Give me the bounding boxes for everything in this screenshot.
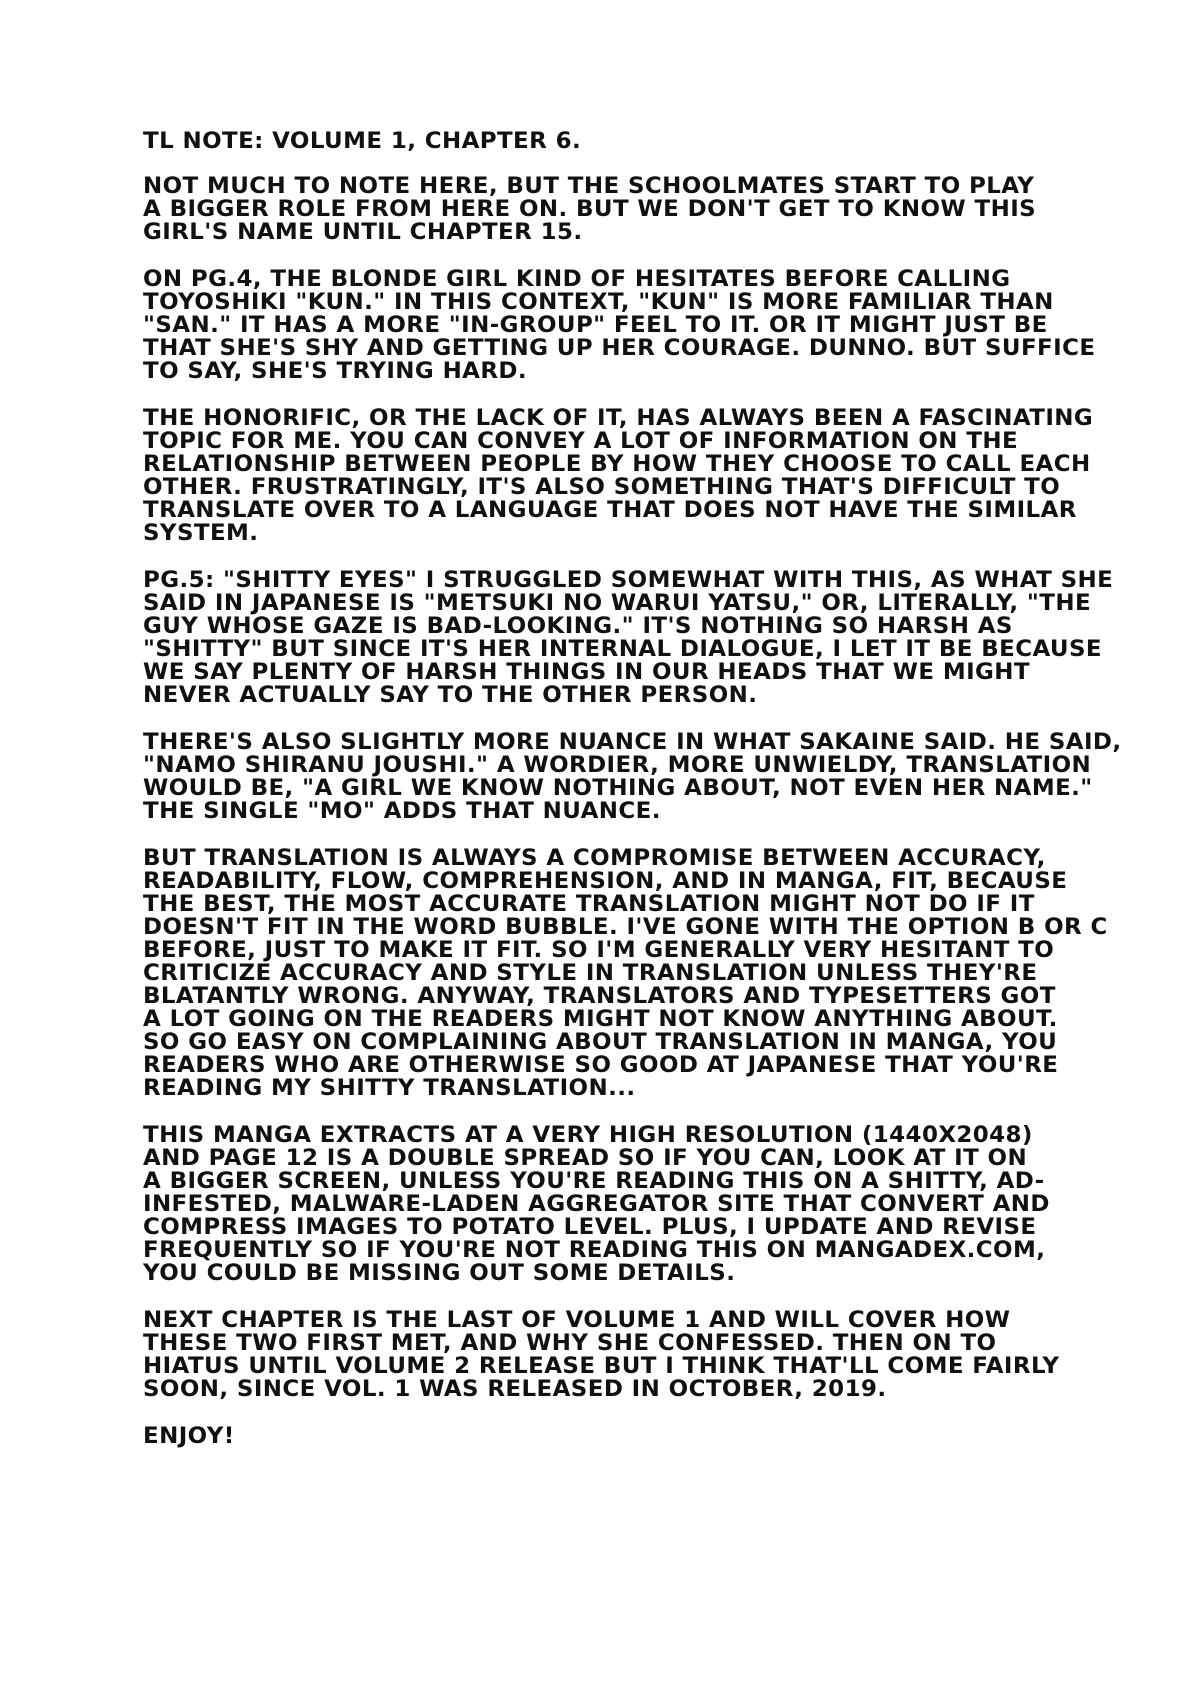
note-line: TRANSLATE OVER TO A LANGUAGE THAT DOES NOT HAVE THE SIMILAR [143, 497, 1077, 523]
note-body [143, 173, 1122, 1449]
note-line: ENJOY! [143, 1423, 235, 1449]
note-line: THE SINGLE "MO" ADDS THAT NUANCE. [143, 798, 661, 824]
note-line: "NAMO SHIRANU JOUSHI." A WORDIER, MORE UNWIELDY, TRANSLATION [143, 752, 1092, 778]
note-line: PG.5: "SHITTY EYES" I STRUGGLED SOMEWHAT WITH THIS, AS WHAT SHE [143, 567, 1114, 593]
note-line: "SAN." IT HAS A MORE "IN-GROUP" FEEL TO IT. OR IT MIGHT JUST BE [143, 312, 1048, 338]
note-line: A LOT GOING ON THE READERS MIGHT NOT KNOW ANYTHING ABOUT. [143, 1006, 1058, 1032]
note-line: TO SAY, SHE'S TRYING HARD. [143, 358, 528, 384]
note-paragraph [143, 268, 1117, 383]
note-line: READERS WHO ARE OTHERWISE SO GOOD AT JAPANESE THAT YOU'RE [143, 1052, 1059, 1078]
note-line: DOESN'T FIT IN THE WORD BUBBLE. I'VE GONE WITH THE OPTION B OR C [143, 914, 1108, 940]
note-line: BUT TRANSLATION IS ALWAYS A COMPROMISE BETWEEN ACCURACY, [143, 845, 1046, 871]
note-line: BEFORE, JUST TO MAKE IT FIT. SO I'M GENERALLY VERY HESITANT TO [143, 937, 1055, 963]
note-paragraph [143, 1425, 1117, 1448]
note-line: A BIGGER SCREEN, UNLESS YOU'RE READING THIS ON A SHITTY, AD- [143, 1168, 1045, 1194]
note-line: THE BEST, THE MOST ACCURATE TRANSLATION MIGHT NOT DO IF IT [143, 891, 1035, 917]
note-line: TOYOSHIKI "KUN." IN THIS CONTEXT, "KUN" IS MORE FAMILIAR THAN [143, 289, 1054, 315]
note-line: READABILITY, FLOW, COMPREHENSION, AND IN MANGA, FIT, BECAUSE [143, 868, 1068, 894]
note-line: "SHITTY" BUT SINCE IT'S HER INTERNAL DIALOGUE, I LET IT BE BECAUSE [143, 636, 1102, 662]
note-line: NEXT CHAPTER IS THE LAST OF VOLUME 1 AND WILL COVER HOW [143, 1307, 1011, 1333]
note-line: GIRL'S NAME UNTIL CHAPTER 15. [143, 219, 583, 245]
note-paragraph [143, 175, 1117, 244]
note-line: A BIGGER ROLE FROM HERE ON. BUT WE DON'T GET TO KNOW THIS [143, 196, 1037, 222]
note-line: BLATANTLY WRONG. ANYWAY, TRANSLATORS AND TYPESETTERS GOT [143, 983, 1056, 1009]
note-line: HIATUS UNTIL VOLUME 2 RELEASE BUT I THINK THAT'LL COME FAIRLY [143, 1353, 1060, 1379]
note-paragraph [143, 729, 1122, 824]
note-line: THERE'S ALSO SLIGHTLY MORE NUANCE IN WHAT SAKAINE SAID. HE SAID, [143, 729, 1122, 755]
note-line: NEVER ACTUALLY SAY TO THE OTHER PERSON. [143, 682, 758, 708]
note-line: READING MY SHITTY TRANSLATION... [143, 1075, 636, 1101]
note-line: AND PAGE 12 IS A DOUBLE SPREAD SO IF YOU CAN, LOOK AT IT ON [143, 1145, 1028, 1171]
note-line: RELATIONSHIP BETWEEN PEOPLE BY HOW THEY CHOOSE TO CALL EACH [143, 451, 1091, 477]
note-line: THAT SHE'S SHY AND GETTING UP HER COURAGE. DUNNO. BUT SUFFICE [143, 335, 1096, 361]
note-line: WE SAY PLENTY OF HARSH THINGS IN OUR HEADS THAT WE MIGHT [143, 659, 1030, 685]
note-line: SO GO EASY ON COMPLAINING ABOUT TRANSLATION IN MANGA, YOU [143, 1029, 1058, 1055]
note-line: YOU COULD BE MISSING OUT SOME DETAILS. [143, 1260, 736, 1286]
note-line: SOON, SINCE VOL. 1 WAS RELEASED IN OCTOBER, 2019. [143, 1376, 887, 1402]
note-line: FREQUENTLY SO IF YOU'RE NOT READING THIS ON MANGADEX.COM, [143, 1237, 1046, 1263]
translator-note [143, 128, 1122, 1472]
note-line: ON PG.4, THE BLONDE GIRL KIND OF HESITATES BEFORE CALLING [143, 266, 1011, 292]
note-line: SAID IN JAPANESE IS "METSUKI NO WARUI YATSU," OR, LITERALLY, "THE [143, 590, 1092, 616]
note-line: WOULD BE, "A GIRL WE KNOW NOTHING ABOUT, NOT EVEN HER NAME." [143, 775, 1093, 801]
note-line: THESE TWO FIRST MET, AND WHY SHE CONFESSED. THEN ON TO [143, 1330, 997, 1356]
note-paragraph [143, 847, 1117, 1100]
note-line: INFESTED, MALWARE-LADEN AGGREGATOR SITE THAT CONVERT AND [143, 1191, 1050, 1217]
note-line: TOPIC FOR ME. YOU CAN CONVEY A LOT OF INFORMATION ON THE [143, 428, 1019, 454]
note-line: COMPRESS IMAGES TO POTATO LEVEL. PLUS, I UPDATE AND REVISE [143, 1214, 1037, 1240]
note-paragraph [143, 1309, 1117, 1401]
note-line: GUY WHOSE GAZE IS BAD-LOOKING." IT'S NOTHING SO HARSH AS [143, 613, 1013, 639]
note-line: THE HONORIFIC, OR THE LACK OF IT, HAS ALWAYS BEEN A FASCINATING [143, 405, 1094, 431]
note-line: NOT MUCH TO NOTE HERE, BUT THE SCHOOLMATES START TO PLAY [143, 173, 1035, 199]
note-line: OTHER. FRUSTRATINGLY, IT'S ALSO SOMETHING THAT'S DIFFICULT TO [143, 474, 1061, 500]
note-title-text: TL NOTE: VOLUME 1, CHAPTER 6. [143, 128, 582, 154]
note-paragraph [143, 407, 1117, 545]
note-paragraph [143, 569, 1117, 707]
note-line: SYSTEM. [143, 520, 259, 546]
note-line: THIS MANGA EXTRACTS AT A VERY HIGH RESOLUTION (1440X2048) [143, 1122, 1033, 1148]
note-title [143, 130, 1117, 153]
note-paragraph [143, 1124, 1117, 1285]
note-line: CRITICIZE ACCURACY AND STYLE IN TRANSLATION UNLESS THEY'RE [143, 960, 1038, 986]
